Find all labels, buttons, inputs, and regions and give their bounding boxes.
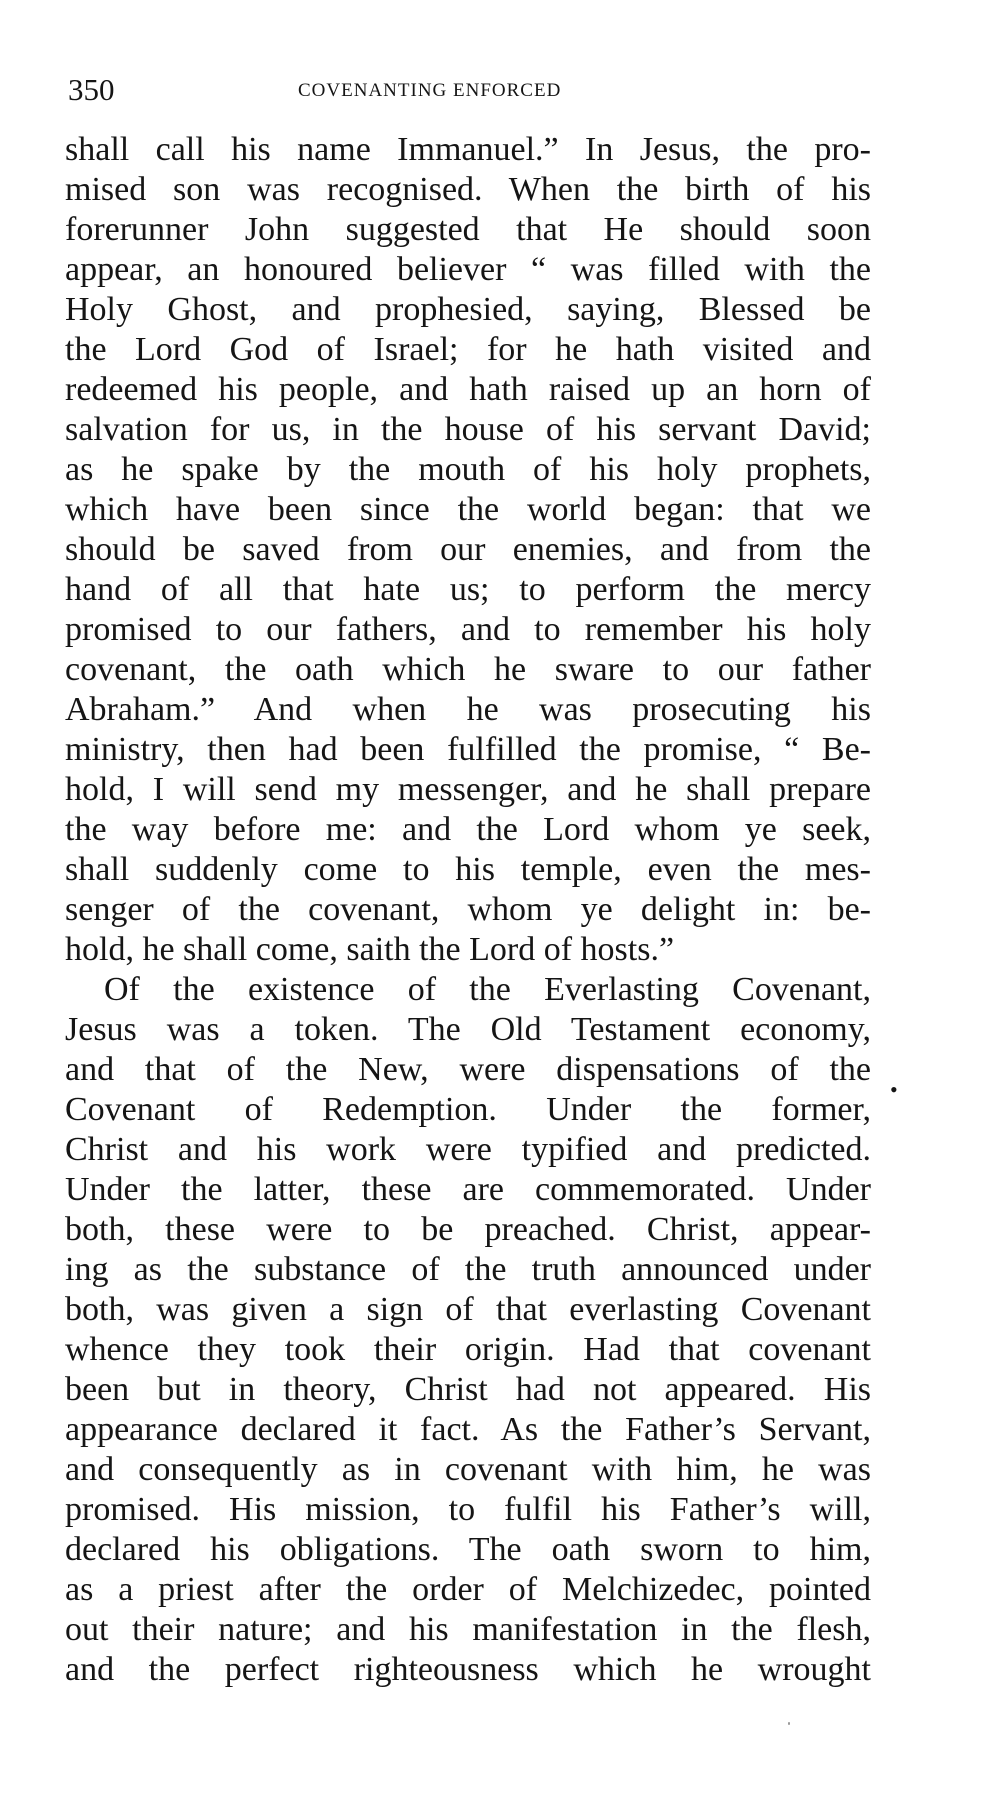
text-line: been but in theory, Christ had not appeared. His <box>65 1371 871 1408</box>
text-line: ministry, then had been fulfilled the promise, “ Be- <box>65 731 871 768</box>
running-head: COVENANTING ENFORCED <box>298 80 562 101</box>
text-line: redeemed his people, and hath raised up an horn of <box>65 371 871 408</box>
paragraph-start-line: Of the existence of the Everlasting Covenant, <box>104 971 871 1008</box>
text-line: both, was given a sign of that everlasting Covenant <box>65 1291 871 1328</box>
text-line: out their nature; and his manifestation in the flesh, <box>65 1611 871 1648</box>
text-line: declared his obligations. The oath sworn to him, <box>65 1531 871 1568</box>
text-line: should be saved from our enemies, and from the <box>65 531 871 568</box>
paper-speck <box>788 1722 790 1725</box>
text-line: promised. His mission, to fulfil his Father’s will, <box>65 1491 871 1528</box>
text-line: Holy Ghost, and prophesied, saying, Blessed be <box>65 291 871 328</box>
text-line: which have been since the world began: that we <box>65 491 871 528</box>
text-line: Covenant of Redemption. Under the former, <box>65 1091 871 1128</box>
text-line: covenant, the oath which he sware to our father <box>65 651 871 688</box>
text-line: and that of the New, were dispensations of the <box>65 1051 871 1088</box>
text-line: shall call his name Immanuel.” In Jesus, the pro- <box>65 131 871 168</box>
body-text <box>65 130 871 1690</box>
text-line: Christ and his work were typified and predicted. <box>65 1131 871 1168</box>
page-number: 350 <box>68 72 115 107</box>
margin-mark: • <box>890 1077 898 1102</box>
text-line: the Lord God of Israel; for he hath visited and <box>65 331 871 368</box>
text-line: hold, I will send my messenger, and he shall prepare <box>65 771 871 808</box>
text-line: as he spake by the mouth of his holy prophets, <box>65 451 871 488</box>
text-line: promised to our fathers, and to remember his holy <box>65 611 871 648</box>
text-line: appear, an honoured believer “ was filled with the <box>65 251 871 288</box>
text-line: ing as the substance of the truth announced under <box>65 1251 871 1288</box>
text-line: forerunner John suggested that He should soon <box>65 211 871 248</box>
text-line: mised son was recognised. When the birth of his <box>65 171 871 208</box>
page-header <box>68 70 868 110</box>
text-line: whence they took their origin. Had that covenant <box>65 1331 871 1368</box>
text-line: and consequently as in covenant with him, he was <box>65 1451 871 1488</box>
text-line: both, these were to be preached. Christ, appear- <box>65 1211 871 1248</box>
text-line: Abraham.” And when he was prosecuting his <box>65 691 871 728</box>
text-line: Jesus was a token. The Old Testament economy, <box>65 1011 871 1048</box>
text-line: the way before me: and the Lord whom ye seek, <box>65 811 871 848</box>
text-line: hand of all that hate us; to perform the mercy <box>65 571 871 608</box>
paragraph-end-line: hold, he shall come, saith the Lord of hosts.” <box>65 931 675 968</box>
text-line: and the perfect righteousness which he wrought <box>65 1651 871 1688</box>
text-line: as a priest after the order of Melchizedec, pointed <box>65 1571 871 1608</box>
text-line: Under the latter, these are commemorated. Under <box>65 1171 871 1208</box>
text-line: salvation for us, in the house of his servant David; <box>65 411 871 448</box>
text-line: senger of the covenant, whom ye delight in: be- <box>65 891 871 928</box>
text-line: shall suddenly come to his temple, even the mes- <box>65 851 871 888</box>
text-line: appearance declared it fact. As the Father’s Servant, <box>65 1411 871 1448</box>
